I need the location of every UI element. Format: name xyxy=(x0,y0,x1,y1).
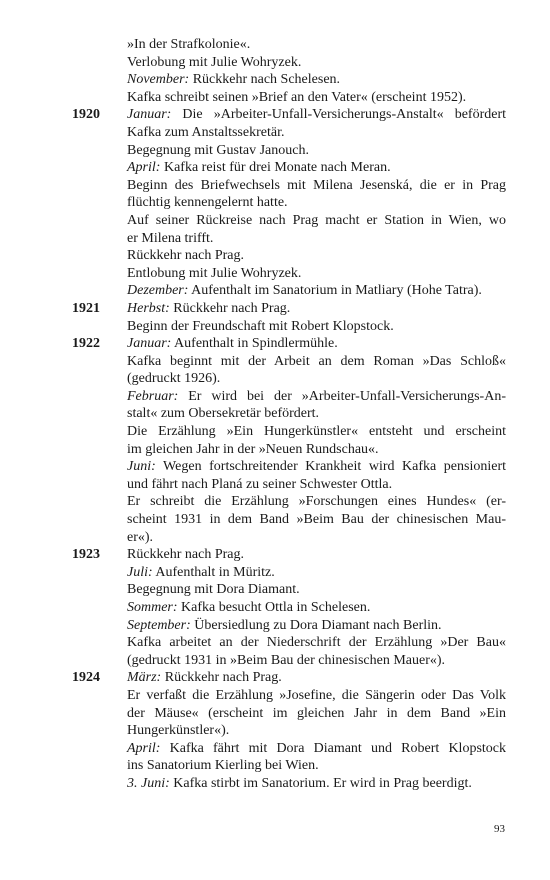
text-line xyxy=(127,124,506,142)
chronology-entry xyxy=(0,106,550,141)
chronology-entry xyxy=(0,775,550,793)
line-text: flüchtig kennengelernt hatte. xyxy=(127,195,288,211)
text-line xyxy=(127,212,506,230)
date-label: April: xyxy=(127,160,161,176)
line-text: Er wird bei der »Arbeiter-Unfall-Versicherungs-An- xyxy=(178,388,506,404)
entry-text xyxy=(127,669,506,687)
line-text: Entlobung mit Julie Wohryzek. xyxy=(127,265,302,281)
date-label: April: xyxy=(127,740,161,756)
line-text: Auf seiner Rückreise nach Prag macht er Station in Wien, wo xyxy=(127,212,506,228)
text-line xyxy=(127,458,506,476)
text-line xyxy=(127,54,506,72)
text-line xyxy=(127,230,506,248)
date-label: Juli: xyxy=(127,564,153,580)
year-label: 1920 xyxy=(72,107,100,123)
entry-text xyxy=(127,282,506,300)
entry-text xyxy=(127,634,506,669)
chronology-entry xyxy=(0,493,550,546)
text-line xyxy=(127,282,506,300)
entry-text xyxy=(127,740,506,775)
text-line xyxy=(127,335,506,353)
chronology-entry xyxy=(0,458,550,493)
line-text: Begegnung mit Gustav Janouch. xyxy=(127,142,309,158)
text-line xyxy=(127,775,506,793)
chronology-entry xyxy=(0,546,550,564)
date-label: Sommer: xyxy=(127,600,178,615)
line-text: Kafka fährt mit Dora Diamant und Robert Klopstock xyxy=(160,740,506,756)
entry-text xyxy=(127,687,506,740)
text-line xyxy=(127,405,506,423)
line-text: Die »Arbeiter-Unfall-Versicherungs-Anstalt« befördert xyxy=(171,107,506,123)
line-text: Verlobung mit Julie Wohryzek. xyxy=(127,54,302,70)
entry-text xyxy=(127,318,506,336)
chronology-entry xyxy=(0,300,550,318)
entry-text xyxy=(127,247,506,265)
text-line xyxy=(127,177,506,195)
text-line xyxy=(127,106,506,124)
text-line xyxy=(127,300,506,318)
text-line xyxy=(127,388,506,406)
text-line xyxy=(127,669,506,687)
line-text: Kafka arbeitet an der Niederschrift der Erzählung »Der Bau« xyxy=(127,635,506,651)
chronology-entry xyxy=(0,687,550,740)
entry-text xyxy=(127,388,506,423)
page-number: 93 xyxy=(494,823,505,835)
entry-text xyxy=(127,599,506,617)
chronology-entry xyxy=(0,669,550,687)
line-text: scheint 1931 in dem Band »Beim Bau der chinesischen Mau- xyxy=(127,512,506,528)
chronology-entry xyxy=(0,36,550,54)
text-line xyxy=(127,89,506,107)
line-text: Kafka zum Anstaltssekretär. xyxy=(127,124,285,140)
entry-text xyxy=(127,564,506,582)
text-line xyxy=(127,247,506,265)
year-label: 1924 xyxy=(72,670,100,686)
entry-text xyxy=(127,335,506,353)
line-text: Er verfaßt die Erzählung »Josefine, die Sängerin oder Das Volk xyxy=(127,687,506,703)
date-label: Herbst: xyxy=(127,300,170,316)
line-text: Übersiedlung zu Dora Diamant nach Berlin. xyxy=(190,617,442,633)
line-text: Kafka besucht Ottla in Schelesen. xyxy=(177,600,371,615)
entry-text xyxy=(127,212,506,247)
chronology-entry xyxy=(0,599,550,617)
text-line xyxy=(127,194,506,212)
line-text: Rückkehr nach Prag. xyxy=(127,547,245,563)
text-line xyxy=(127,318,506,336)
line-text: stalt« zum Obersekretär befördert. xyxy=(127,406,320,422)
line-text: Rückkehr nach Prag. xyxy=(161,670,282,686)
line-text: Begegnung mit Dora Diamant. xyxy=(127,582,300,598)
text-line xyxy=(127,599,506,617)
entry-text xyxy=(127,265,506,283)
line-text: er«). xyxy=(127,529,154,545)
line-text: Aufenthalt in Müritz. xyxy=(152,564,275,580)
date-label: Juni: xyxy=(127,459,156,475)
chronology-entry xyxy=(0,634,550,669)
line-text: ins Sanatorium Kierling bei Wien. xyxy=(127,758,319,774)
chronology-entry xyxy=(0,335,550,353)
chronology-entry xyxy=(0,353,550,388)
line-text: Rückkehr nach Prag. xyxy=(169,300,291,316)
entry-text xyxy=(127,458,506,493)
chronology-entry xyxy=(0,54,550,72)
line-text: er Milena trifft. xyxy=(127,230,214,246)
year-label: 1921 xyxy=(72,300,100,316)
text-line xyxy=(127,652,506,670)
chronology-entry xyxy=(0,564,550,582)
text-line xyxy=(127,687,506,705)
line-text: Hungerkünstler«). xyxy=(127,723,230,739)
text-line xyxy=(127,722,506,740)
date-label: 3. Juni: xyxy=(127,775,170,791)
entry-text xyxy=(127,71,506,89)
chronology-entry xyxy=(0,265,550,283)
text-line xyxy=(127,757,506,775)
text-line xyxy=(127,493,506,511)
text-line xyxy=(127,546,506,564)
entry-text xyxy=(127,300,506,318)
text-line xyxy=(127,617,506,635)
line-text: und fährt nach Planá zu seiner Schwester Ottla. xyxy=(127,476,393,492)
text-line xyxy=(127,353,506,371)
line-text: im gleichen Jahr in der »Neuen Rundschau«. xyxy=(127,441,379,457)
line-text: Kafka beginnt mit der Arbeit an dem Roman »Das Schloß« xyxy=(127,353,506,369)
chronology-entry xyxy=(0,282,550,300)
text-line xyxy=(127,476,506,494)
chronology-entry xyxy=(0,740,550,775)
line-text: »In der Strafkolonie«. xyxy=(127,37,251,52)
text-line xyxy=(127,370,506,388)
entry-text xyxy=(127,617,506,635)
text-line xyxy=(127,142,506,160)
line-text: Beginn der Freundschaft mit Robert Klopstock. xyxy=(127,318,394,334)
entry-text xyxy=(127,106,506,141)
line-text: Rückkehr nach Prag. xyxy=(127,248,245,264)
line-text: Die Erzählung »Ein Hungerkünstler« entsteht und erscheint xyxy=(127,424,506,440)
chronology-entry xyxy=(0,581,550,599)
entry-text xyxy=(127,54,506,72)
chronology-entry xyxy=(0,212,550,247)
date-label: November: xyxy=(127,72,190,88)
entry-text xyxy=(127,581,506,599)
chronology-entry xyxy=(0,71,550,89)
date-label: März: xyxy=(127,670,162,686)
entry-text xyxy=(127,423,506,458)
entry-text xyxy=(127,142,506,160)
text-line xyxy=(127,564,506,582)
date-label: Dezember: xyxy=(127,283,189,299)
chronology-entry xyxy=(0,617,550,635)
entry-text xyxy=(127,775,506,793)
line-text: Kafka stirbt im Sanatorium. Er wird in Prag beerdigt. xyxy=(169,775,472,791)
line-text: Aufenthalt im Sanatorium in Matliary (Hohe Tatra). xyxy=(188,283,482,299)
text-line xyxy=(127,159,506,177)
chronology-entry xyxy=(0,247,550,265)
chronology-entry xyxy=(0,142,550,160)
chronology-list xyxy=(0,36,550,793)
text-line xyxy=(127,529,506,547)
entry-text xyxy=(127,546,506,564)
entry-text xyxy=(127,493,506,546)
year-label: 1923 xyxy=(72,547,100,563)
text-line xyxy=(127,36,506,54)
line-text: (gedruckt 1931 in »Beim Bau der chinesischen Mauer«). xyxy=(127,652,446,668)
line-text: Kafka schreibt seinen »Brief an den Vater« (erscheint 1952). xyxy=(127,89,467,105)
text-line xyxy=(127,740,506,758)
entry-text xyxy=(127,177,506,212)
chronology-entry xyxy=(0,177,550,212)
line-text: Rückkehr nach Schelesen. xyxy=(189,72,341,88)
entry-text xyxy=(127,159,506,177)
entry-text xyxy=(127,89,506,107)
chronology-entry xyxy=(0,388,550,423)
line-text: Aufenthalt in Spindlermühle. xyxy=(171,336,338,352)
text-line xyxy=(127,441,506,459)
date-label: Februar: xyxy=(127,388,179,404)
chronology-entry xyxy=(0,159,550,177)
text-line xyxy=(127,581,506,599)
date-label: Januar: xyxy=(127,107,172,123)
line-text: der Mäuse« (erscheint im gleichen Jahr in dem Band »Ein xyxy=(127,705,506,721)
text-line xyxy=(127,511,506,529)
entry-text xyxy=(127,353,506,388)
text-line xyxy=(127,423,506,441)
line-text: Kafka reist für drei Monate nach Meran. xyxy=(160,160,391,176)
date-label: September: xyxy=(127,617,191,633)
line-text: Er schreibt die Erzählung »Forschungen eines Hundes« (er- xyxy=(127,494,506,510)
chronology-entry xyxy=(0,423,550,458)
text-line xyxy=(127,705,506,723)
text-line xyxy=(127,71,506,89)
line-text: (gedruckt 1926). xyxy=(127,371,221,387)
date-label: Januar: xyxy=(127,336,172,352)
year-label: 1922 xyxy=(72,336,100,352)
text-line xyxy=(127,265,506,283)
chronology-entry xyxy=(0,318,550,336)
chronology-entry xyxy=(0,89,550,107)
entry-text xyxy=(127,36,506,54)
line-text: Wegen fortschreitender Krankheit wird Kafka pensioniert xyxy=(155,459,506,475)
text-line xyxy=(127,634,506,652)
line-text: Beginn des Briefwechsels mit Milena Jesenská, die er in Prag xyxy=(127,177,506,193)
